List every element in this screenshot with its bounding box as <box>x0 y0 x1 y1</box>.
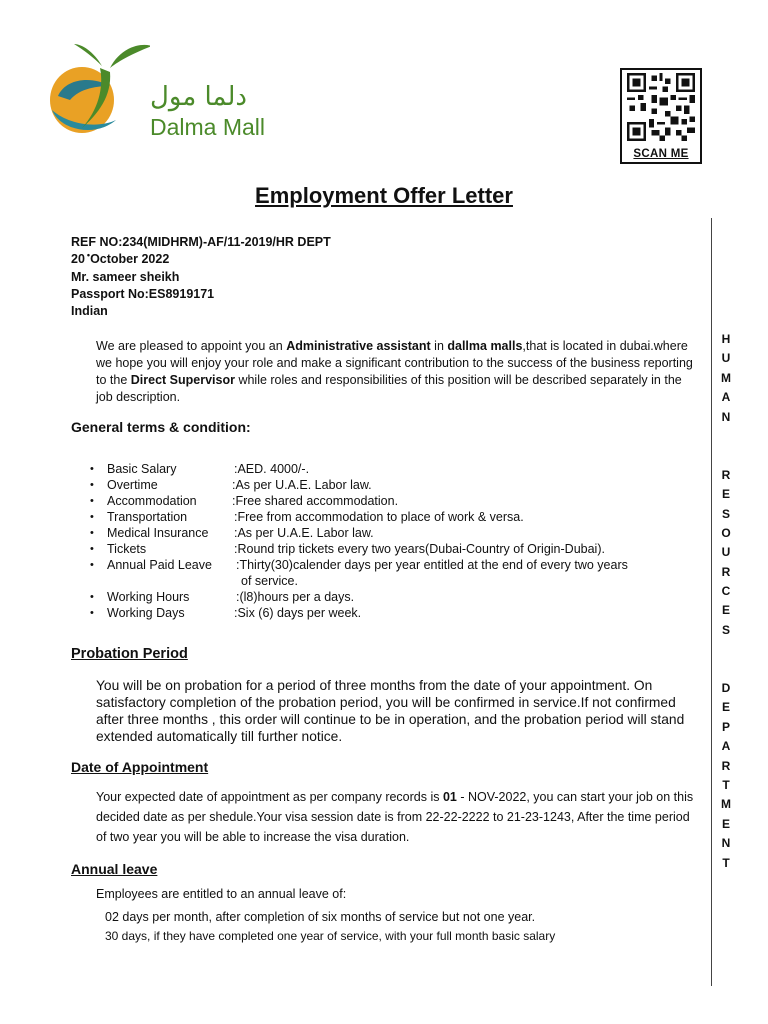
term-label: Overtime <box>107 478 158 492</box>
side-letter: H <box>721 332 731 346</box>
letter-header <box>71 234 331 320</box>
probation-paragraph: You will be on probation for a period of three months from the date of your appointment. On satisfactory completion of the probation period, you will be confirmed in service.If not confirmed after three months , this order will continue to be in operation, and the probation period will stand extended automatically till further notice. <box>96 678 685 744</box>
bullet-icon: • <box>90 511 94 523</box>
term-label: Transportation <box>107 510 188 524</box>
date-day: 20 <box>71 252 85 266</box>
annual-leave-intro: Employees are entitled to an annual leave of: <box>96 887 347 901</box>
side-letter: E <box>721 487 730 502</box>
term-value-continued: of service. <box>241 574 298 588</box>
letter-date <box>71 251 331 269</box>
bullet-icon: • <box>90 543 94 555</box>
intro-text-4: while roles and responsibilities of this position will be described separately in the job description. <box>96 373 682 404</box>
bullet-icon: • <box>90 527 94 539</box>
side-letter: N <box>721 836 731 851</box>
page-title: Employment Offer Letter <box>255 183 513 208</box>
recipient-name: Mr. sameer sheikh <box>71 270 180 284</box>
term-value: :Round trip tickets every two years(Dubai-Country of Origin-Dubai). <box>234 542 605 556</box>
side-letter: S <box>721 622 730 637</box>
appointment-text-2: - NOV-2022, you can start your job on this decided date as per shedule.Your visa session date is from 22-22-2222 to 21-23-1243, After the time period of two year you will be able to increase the visa duration. <box>96 790 694 844</box>
side-letter: N <box>721 409 731 424</box>
term-value: :Free shared accommodation. <box>232 494 399 508</box>
bullet-icon: • <box>90 495 94 507</box>
side-letter: R <box>721 758 731 773</box>
intro-role: Administrative assistant <box>286 339 431 353</box>
bullet-icon: • <box>90 463 94 475</box>
bullet-icon: • <box>90 479 94 491</box>
intro-paragraph <box>96 338 696 406</box>
term-value: :Thirty(30)calender days per year entitled at the end of every two years <box>236 558 628 572</box>
appointment-paragraph <box>96 787 696 847</box>
side-letter: E <box>721 700 730 715</box>
intro-text-1: We are pleased to appoint you an <box>96 339 287 353</box>
side-letter: S <box>721 506 730 521</box>
annual-leave-line-1: 02 days per month, after completion of six months of service but not one year. <box>105 910 536 924</box>
date-rest: October 2022 <box>90 252 170 266</box>
side-letter: E <box>721 603 730 618</box>
term-label: Working Days <box>107 606 185 620</box>
term-value: :As per U.A.E. Labor law. <box>234 526 374 540</box>
qr-code-icon <box>627 73 695 141</box>
side-letter: R <box>721 467 731 482</box>
side-letter: M <box>721 370 731 385</box>
qr-scan-label: SCAN ME <box>633 148 689 160</box>
side-letter: A <box>721 739 731 754</box>
appointment-text-1: Your expected date of appointment as per company records is <box>96 790 443 804</box>
bullet-icon: • <box>90 607 94 619</box>
term-label: Basic Salary <box>107 462 177 476</box>
term-label: Annual Paid Leave <box>107 558 212 572</box>
appointment-heading: Date of Appointment <box>71 759 209 775</box>
intro-text-2: in <box>430 339 448 353</box>
bullet-icon: • <box>90 591 94 603</box>
side-letter: M <box>721 797 731 812</box>
side-letter: O <box>721 525 731 540</box>
side-letter: R <box>721 564 731 579</box>
intro-supervisor: Direct Supervisor <box>130 373 235 387</box>
date-mark-icon: • <box>86 250 91 260</box>
bullet-icon: • <box>90 559 94 571</box>
side-letter: T <box>722 855 730 870</box>
ref-number: REF NO:234(MIDHRM)-AF/11-2019/HR DEPT <box>71 235 331 249</box>
side-letter: A <box>721 390 731 405</box>
side-letter: C <box>721 584 731 599</box>
side-letter: U <box>721 351 731 366</box>
term-value: :Six (6) days per week. <box>234 606 362 620</box>
side-letter: P <box>721 719 730 734</box>
term-label: Tickets <box>107 542 147 556</box>
dalma-mall-logo <box>40 38 300 150</box>
terms-heading: General terms & condition: <box>71 419 251 435</box>
side-letter: T <box>722 777 730 792</box>
qr-code-box[interactable] <box>620 68 702 164</box>
logo-english-text: Dalma Mall <box>150 114 266 140</box>
term-label: Working Hours <box>107 590 190 604</box>
side-letter: U <box>721 545 731 560</box>
dalma-leaf-logo-icon <box>40 38 150 148</box>
term-value: :AED. 4000/-. <box>234 462 310 476</box>
intro-text-3: ,that is located in dubai.where we hope you will enjoy your role and make a significant contribution to the success of the business reporting to the <box>96 339 693 387</box>
term-value: :(l8)hours per a days. <box>236 590 355 604</box>
passport-number: Passport No:ES8919171 <box>71 287 215 301</box>
side-letter: E <box>721 816 730 831</box>
probation-heading: Probation Period <box>71 646 188 662</box>
side-letter: D <box>721 681 731 696</box>
term-label: Accommodation <box>107 494 197 508</box>
nationality: Indian <box>71 304 108 318</box>
appointment-day: 01 <box>442 790 457 804</box>
term-value: :Free from accommodation to place of work & versa. <box>234 510 524 524</box>
term-value: :As per U.A.E. Labor law. <box>232 478 372 492</box>
hr-department-vertical-text <box>712 330 740 873</box>
annual-leave-heading: Annual leave <box>71 861 158 877</box>
annual-leave-line-2: 30 days, if they have completed one year of service, with your full month basic salary <box>105 929 556 943</box>
logo-arabic-text: دلما مول <box>150 82 247 112</box>
intro-company: dallma malls <box>447 339 523 353</box>
term-label: Medical Insurance <box>107 526 209 540</box>
